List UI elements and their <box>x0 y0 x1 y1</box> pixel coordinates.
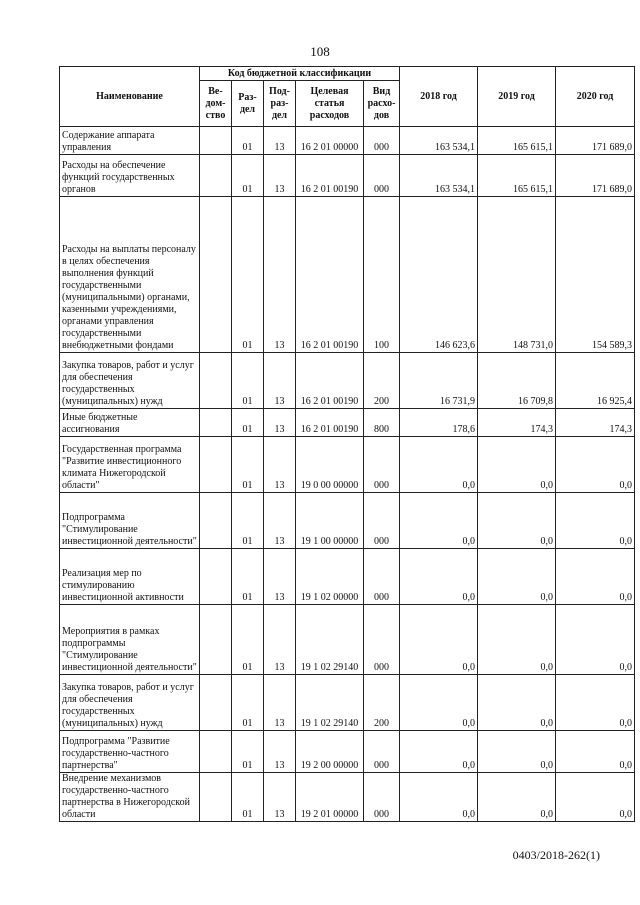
row-csr: 19 1 02 00000 <box>296 549 364 605</box>
row-2018: 0,0 <box>400 493 478 549</box>
row-podrazdel: 13 <box>264 605 296 675</box>
row-podrazdel: 13 <box>264 773 296 822</box>
row-2019: 0,0 <box>478 437 556 493</box>
row-2018: 0,0 <box>400 437 478 493</box>
row-csr: 19 1 02 29140 <box>296 675 364 731</box>
header-classification: Код бюджетной классификации <box>200 67 400 81</box>
row-podrazdel: 13 <box>264 549 296 605</box>
row-vr: 000 <box>364 549 400 605</box>
row-2019: 0,0 <box>478 675 556 731</box>
header-2019: 2019 год <box>478 67 556 127</box>
row-vedomstvo <box>200 773 232 822</box>
row-2019: 0,0 <box>478 731 556 773</box>
row-csr: 19 1 00 00000 <box>296 493 364 549</box>
row-vr: 000 <box>364 155 400 197</box>
row-name: Закупка товаров, работ и услуг для обеспечения государственных (муниципальных) нужд <box>60 353 200 409</box>
row-2019: 0,0 <box>478 493 556 549</box>
row-2018: 0,0 <box>400 605 478 675</box>
row-csr: 19 0 00 00000 <box>296 437 364 493</box>
row-razdel: 01 <box>232 353 264 409</box>
page-number: 108 <box>310 44 330 59</box>
row-vr: 100 <box>364 197 400 353</box>
row-podrazdel: 13 <box>264 675 296 731</box>
row-2020: 0,0 <box>556 437 635 493</box>
budget-table <box>59 66 635 822</box>
row-2019: 174,3 <box>478 409 556 437</box>
row-vr: 800 <box>364 409 400 437</box>
row-csr: 16 2 01 00190 <box>296 155 364 197</box>
row-vedomstvo <box>200 437 232 493</box>
header-2020: 2020 год <box>556 67 635 127</box>
row-name: Расходы на выплаты персоналу в целях обеспечения выполнения функций государственными (муниципальными) органами, казенными учреждениями, органами управления государственными внебюджетными фондами <box>60 197 200 353</box>
row-name: Мероприятия в рамках подпрограммы "Стимулирование инвестиционной деятельности" <box>60 605 200 675</box>
row-razdel: 01 <box>232 409 264 437</box>
row-vr: 000 <box>364 493 400 549</box>
header-podrazdel: Под-раз-дел <box>264 81 296 127</box>
row-2018: 146 623,6 <box>400 197 478 353</box>
table-row <box>60 493 635 549</box>
row-2018: 163 534,1 <box>400 155 478 197</box>
row-2020: 171 689,0 <box>556 155 635 197</box>
row-csr: 16 2 01 00190 <box>296 353 364 409</box>
row-name: Подпрограмма "Развитие государственно-частного партнерства" <box>60 731 200 773</box>
row-name: Содержание аппарата управления <box>60 127 200 155</box>
row-name: Закупка товаров, работ и услуг для обеспечения государственных (муниципальных) нужд <box>60 675 200 731</box>
row-2020: 16 925,4 <box>556 353 635 409</box>
row-vedomstvo <box>200 409 232 437</box>
row-podrazdel: 13 <box>264 731 296 773</box>
row-2018: 0,0 <box>400 675 478 731</box>
row-name: Подпрограмма "Стимулирование инвестиционной деятельности" <box>60 493 200 549</box>
row-vedomstvo <box>200 731 232 773</box>
row-2018: 16 731,9 <box>400 353 478 409</box>
row-razdel: 01 <box>232 731 264 773</box>
header-razdel: Раз-дел <box>232 81 264 127</box>
row-csr: 19 2 00 00000 <box>296 731 364 773</box>
row-podrazdel: 13 <box>264 493 296 549</box>
row-2020: 0,0 <box>556 605 635 675</box>
row-podrazdel: 13 <box>264 409 296 437</box>
row-name: Расходы на обеспечение функций государственных органов <box>60 155 200 197</box>
table-row <box>60 197 635 353</box>
row-csr: 19 1 02 29140 <box>296 605 364 675</box>
row-vr: 000 <box>364 773 400 822</box>
table-row <box>60 731 635 773</box>
header-name: Наименование <box>60 67 200 127</box>
row-2020: 174,3 <box>556 409 635 437</box>
row-2020: 0,0 <box>556 493 635 549</box>
row-name: Внедрение механизмов государственно-частного партнерства в Нижегородской области <box>60 773 200 822</box>
row-csr: 19 2 01 00000 <box>296 773 364 822</box>
document-code: 0403/2018-262(1) <box>512 848 600 862</box>
table-row <box>60 675 635 731</box>
row-vr: 000 <box>364 605 400 675</box>
row-2018: 0,0 <box>400 549 478 605</box>
row-2020: 0,0 <box>556 675 635 731</box>
table-row <box>60 409 635 437</box>
row-vedomstvo <box>200 675 232 731</box>
row-razdel: 01 <box>232 675 264 731</box>
header-vedomstvo: Ве-дом-ство <box>200 81 232 127</box>
row-2020: 0,0 <box>556 773 635 822</box>
row-2018: 0,0 <box>400 773 478 822</box>
row-razdel: 01 <box>232 437 264 493</box>
table-row <box>60 437 635 493</box>
row-vr: 200 <box>364 675 400 731</box>
row-vedomstvo <box>200 353 232 409</box>
table-body <box>60 127 635 822</box>
row-2019: 16 709,8 <box>478 353 556 409</box>
table-row <box>60 155 635 197</box>
row-podrazdel: 13 <box>264 437 296 493</box>
row-podrazdel: 13 <box>264 353 296 409</box>
row-csr: 16 2 01 00190 <box>296 409 364 437</box>
table-row <box>60 127 635 155</box>
row-2018: 178,6 <box>400 409 478 437</box>
header-vr: Вид расхо-дов <box>364 81 400 127</box>
row-vedomstvo <box>200 549 232 605</box>
table-row <box>60 605 635 675</box>
row-name: Иные бюджетные ассигнования <box>60 409 200 437</box>
table-row <box>60 353 635 409</box>
row-2019: 165 615,1 <box>478 155 556 197</box>
row-2018: 0,0 <box>400 731 478 773</box>
row-vr: 000 <box>364 127 400 155</box>
row-2019: 165 615,1 <box>478 127 556 155</box>
row-podrazdel: 13 <box>264 197 296 353</box>
row-razdel: 01 <box>232 549 264 605</box>
row-razdel: 01 <box>232 197 264 353</box>
row-csr: 16 2 01 00190 <box>296 197 364 353</box>
row-vedomstvo <box>200 197 232 353</box>
header-2018: 2018 год <box>400 67 478 127</box>
row-2019: 0,0 <box>478 773 556 822</box>
row-name: Реализация мер по стимулированию инвестиционной активности <box>60 549 200 605</box>
row-razdel: 01 <box>232 605 264 675</box>
row-2019: 0,0 <box>478 549 556 605</box>
row-vedomstvo <box>200 605 232 675</box>
row-csr: 16 2 01 00000 <box>296 127 364 155</box>
row-vr: 200 <box>364 353 400 409</box>
row-name: Государственная программа "Развитие инвестиционного климата Нижегородской области" <box>60 437 200 493</box>
row-vedomstvo <box>200 493 232 549</box>
row-podrazdel: 13 <box>264 155 296 197</box>
row-2020: 171 689,0 <box>556 127 635 155</box>
row-razdel: 01 <box>232 493 264 549</box>
row-podrazdel: 13 <box>264 127 296 155</box>
row-2020: 154 589,3 <box>556 197 635 353</box>
row-2020: 0,0 <box>556 549 635 605</box>
header-csr: Целевая статья расходов <box>296 81 364 127</box>
row-2019: 148 731,0 <box>478 197 556 353</box>
row-razdel: 01 <box>232 127 264 155</box>
row-2019: 0,0 <box>478 605 556 675</box>
row-vedomstvo <box>200 155 232 197</box>
row-razdel: 01 <box>232 773 264 822</box>
table-row <box>60 549 635 605</box>
table-row <box>60 773 635 822</box>
row-razdel: 01 <box>232 155 264 197</box>
row-vr: 000 <box>364 437 400 493</box>
row-vedomstvo <box>200 127 232 155</box>
row-2018: 163 534,1 <box>400 127 478 155</box>
row-vr: 000 <box>364 731 400 773</box>
row-2020: 0,0 <box>556 731 635 773</box>
